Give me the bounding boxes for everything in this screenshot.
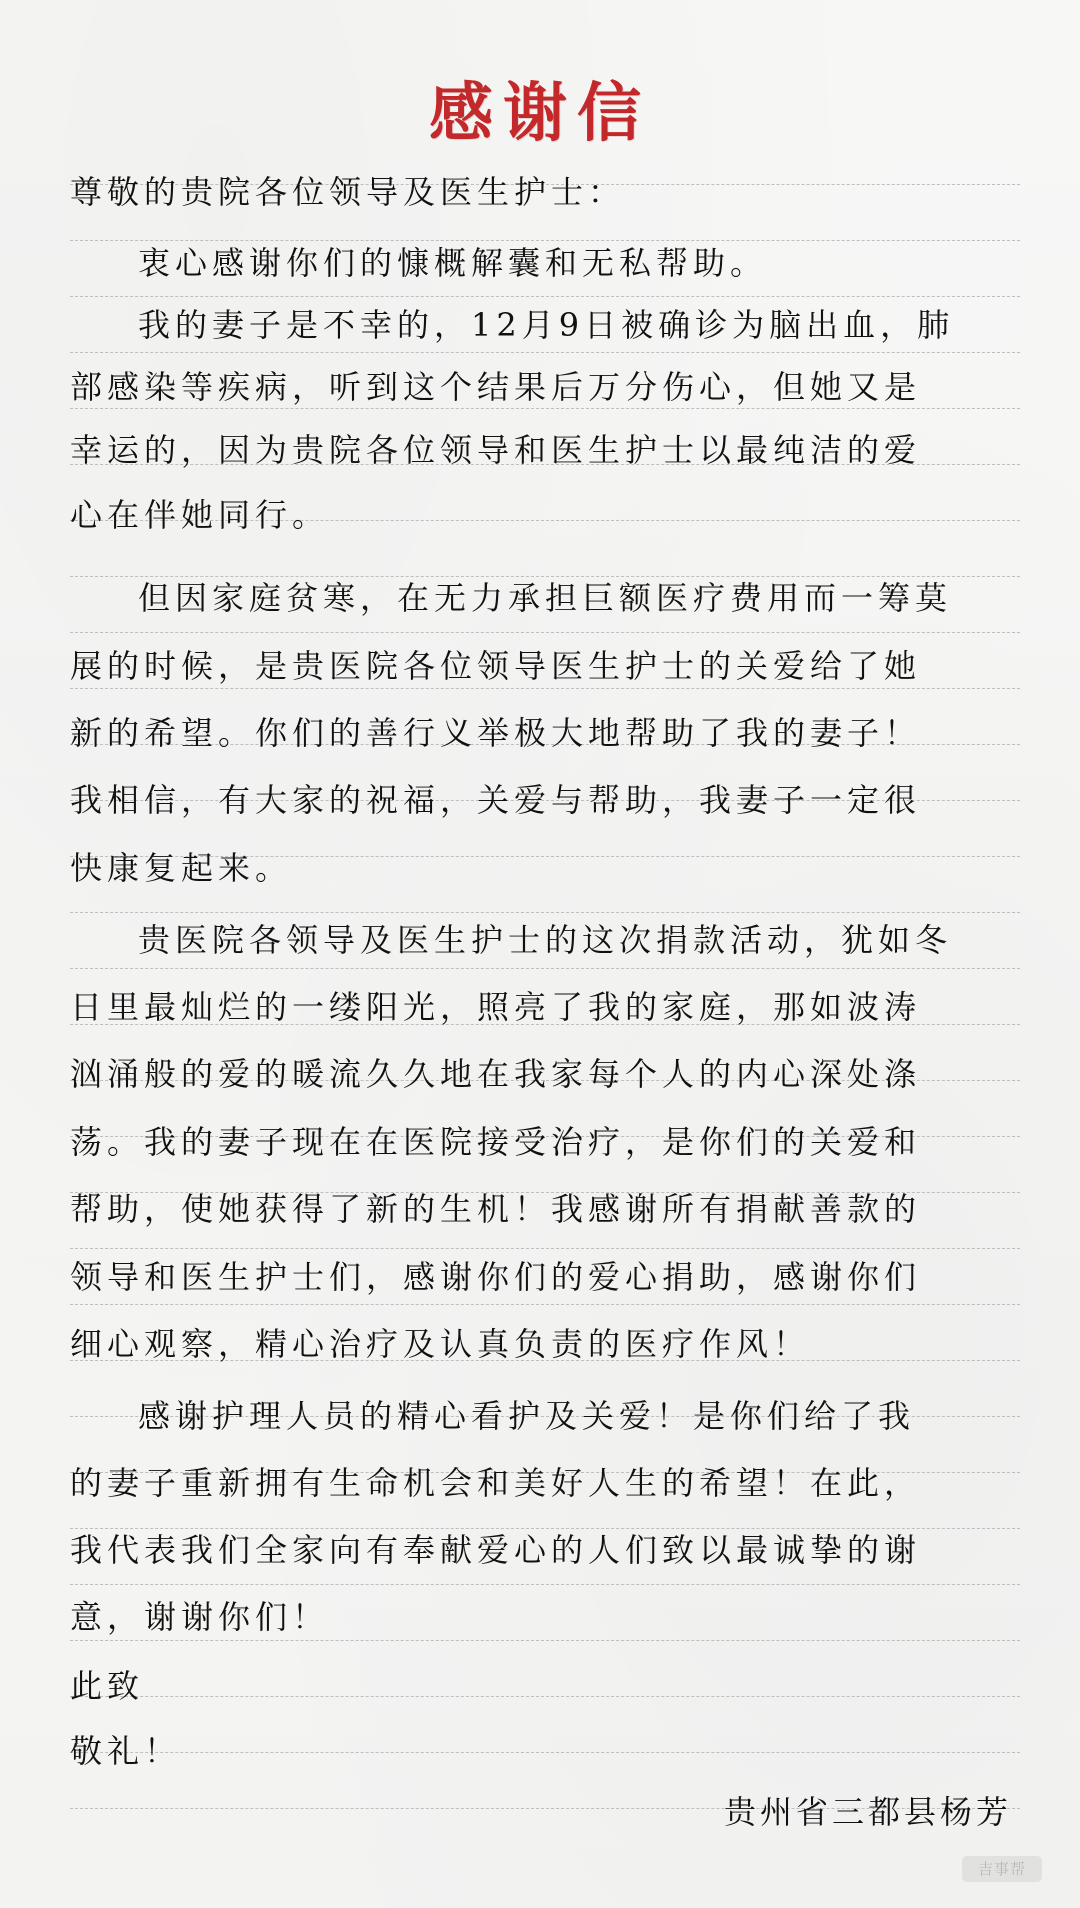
letter-line: 的妻子重新拥有生命机会和美好人生的希望！在此， <box>70 1464 922 1502</box>
ruled-line <box>70 1584 1020 1585</box>
letter-line: 但因家庭贫寒，在无力承担巨额医疗费用而一筹莫 <box>138 579 953 617</box>
letter-line: 展的时候，是贵医院各位领导医生护士的关爱给了她 <box>70 647 922 685</box>
letter-line: 快康复起来。 <box>70 849 293 887</box>
signature: 贵州省三都县杨芳 <box>723 1793 1012 1831</box>
letter-line: 我代表我们全家向有奉献爱心的人们致以最诚挚的谢 <box>70 1531 922 1569</box>
letter-line: 日里最灿烂的一缕阳光，照亮了我的家庭，那如波涛 <box>70 988 922 1026</box>
ruled-line <box>70 240 1020 241</box>
watermark-logo: 吉事帮 <box>962 1856 1042 1882</box>
letter-line: 幸运的，因为贵院各位领导和医生护士以最纯洁的爱 <box>70 431 922 469</box>
letter-line: 我相信，有大家的祝福，关爱与帮助，我妻子一定很 <box>70 781 922 819</box>
letter-line: 衷心感谢你们的慷概解囊和无私帮助。 <box>138 244 768 282</box>
letter-line: 细心观察，精心治疗及认真负责的医疗作风！ <box>70 1325 811 1363</box>
ruled-line <box>70 632 1020 633</box>
letter-line: 意，谢谢你们！ <box>70 1598 330 1636</box>
ruled-line <box>70 968 1020 969</box>
ruled-line <box>70 1640 1020 1641</box>
letter-line: 我的妻子是不幸的，12月9日被确诊为脑出血，肺 <box>138 306 955 344</box>
letter-line: 部感染等疾病，听到这个结果后万分伤心，但她又是 <box>70 368 922 406</box>
ruled-line <box>70 576 1020 577</box>
letter-line: 汹涌般的爱的暖流久久地在我家每个人的内心深处涤 <box>70 1055 922 1093</box>
ruled-line <box>70 1248 1020 1249</box>
letter-line: 贵医院各领导及医生护士的这次捐款活动，犹如冬 <box>138 921 953 959</box>
closing-line: 敬礼！ <box>70 1732 182 1770</box>
letter-line: 心在伴她同行。 <box>70 496 330 534</box>
ruled-line <box>70 408 1020 409</box>
ruled-line <box>70 352 1020 353</box>
letter-line: 荡。我的妻子现在在医院接受治疗，是你们的关爱和 <box>70 1123 922 1161</box>
letter-line: 帮助，使她获得了新的生机！我感谢所有捐献善款的 <box>70 1190 922 1228</box>
ruled-line <box>70 1304 1020 1305</box>
ruled-line <box>70 1528 1020 1529</box>
ruled-line <box>70 688 1020 689</box>
letter-line: 领导和医生护士们，感谢你们的爱心捐助，感谢你们 <box>70 1258 922 1296</box>
ruled-line <box>70 912 1020 913</box>
letter-line: 感谢护理人员的精心看护及关爱！是你们给了我 <box>138 1397 916 1435</box>
letter-line: 新的希望。你们的善行义举极大地帮助了我的妻子！ <box>70 714 922 752</box>
letter-title: 感谢信 <box>429 76 651 151</box>
salutation: 尊敬的贵院各位领导及医生护士： <box>70 173 626 211</box>
closing-line: 此致 <box>70 1667 145 1705</box>
ruled-line <box>70 296 1020 297</box>
